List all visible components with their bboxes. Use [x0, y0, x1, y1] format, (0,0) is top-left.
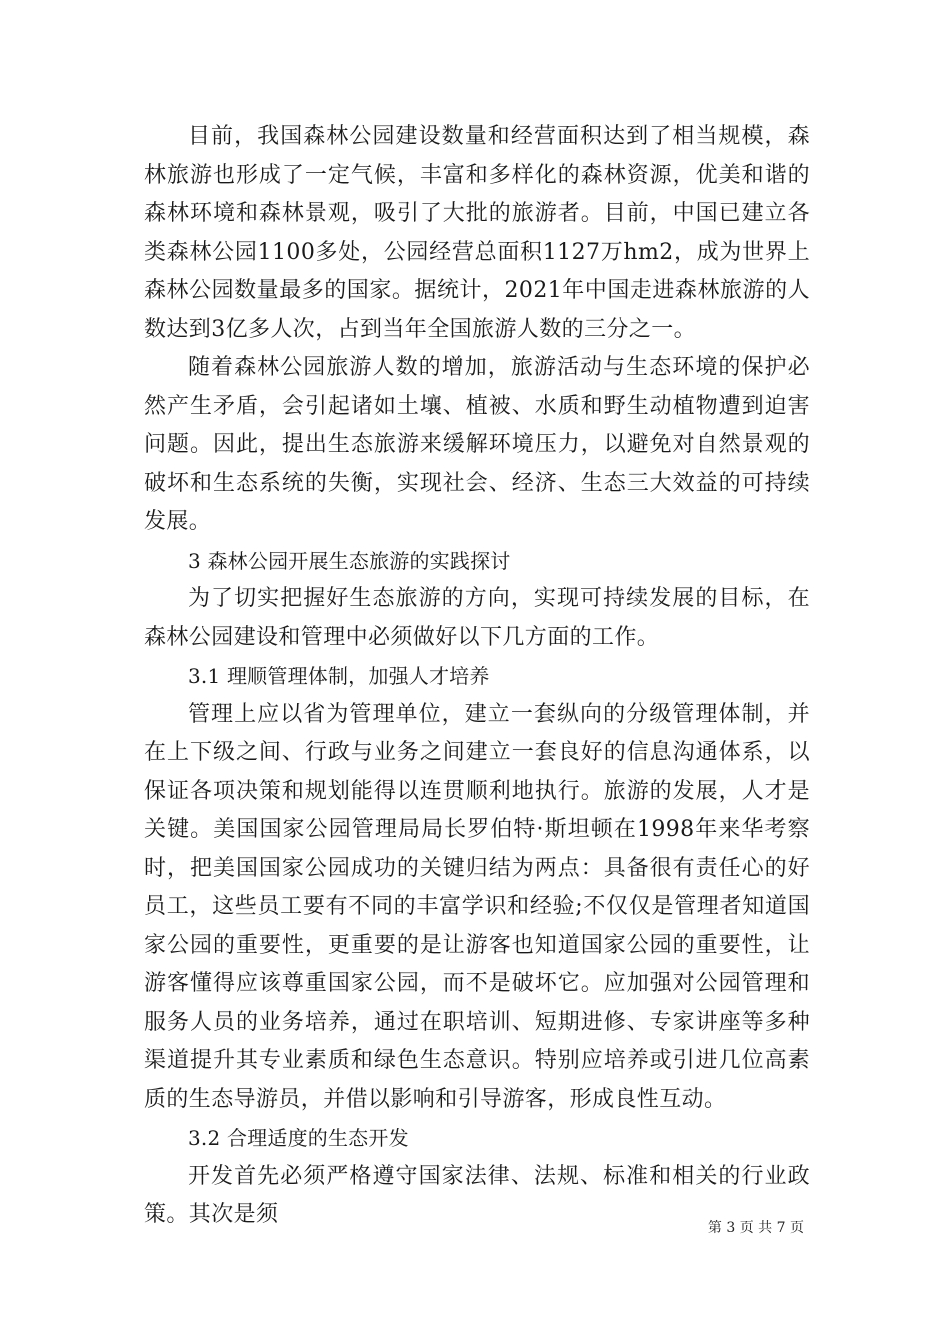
section-heading-3-2: 3.2 合理适度的生态开发	[188, 1126, 409, 1150]
paragraph-section-3-intro: 为了切实把握好生态旅游的方向，实现可持续发展的目标，在森林公园建设和管理中必须做好以下几方面的工作。	[144, 586, 810, 650]
section-heading-3-1: 3.1 理顺管理体制，加强人才培养	[188, 664, 490, 688]
paragraph-eco-tourism-conflict: 随着森林公园旅游人数的增加，旅游活动与生态环境的保护必然产生矛盾，会引起诸如土壤、植被、水质和野生动植物遭到迫害问题。因此，提出生态旅游来缓解环境压力，以避免对自然景观的破坏和生态系统的失衡，实现社会、经济、生态三大效益的可持续发展。	[144, 355, 810, 534]
section-heading-3: 3 森林公园开展生态旅游的实践探讨	[188, 548, 511, 573]
document-body	[144, 118, 810, 1235]
paragraph-forest-park-status: 目前，我国森林公园建设数量和经营面积达到了相当规模，森林旅游也形成了一定气候，丰富和多样化的森林资源，优美和谐的森林环境和森林景观，吸引了大批的旅游者。目前，中国已建立各类森林公园1100多处，公园经营总面积1127万hm2，成为世界上森林公园数量最多的国家。据统计，2021年中国走进森林旅游的人数达到3亿多人次，占到当年全国旅游人数的三分之一。	[144, 124, 810, 342]
paragraph-eco-development: 开发首先必须严格遵守国家法律、法规、标准和相关的行业政策。其次是须	[144, 1163, 810, 1227]
page-number: 第 3 页 共 7 页	[707, 1220, 804, 1236]
paragraph-management-talent: 管理上应以省为管理单位，建立一套纵向的分级管理体制，并在上下级之间、行政与业务之间建立一套良好的信息沟通体系，以保证各项决策和规划能得以连贯顺利地执行。旅游的发展，人才是关键。美国国家公园管理局局长罗伯特·斯坦顿在1998年来华考察时，把美国国家公园成功的关键归结为两点：具备很有责任心的好员工，这些员工要有不同的丰富学识和经验;不仅仅是管理者知道国家公园的重要性，更重要的是让游客也知道国家公园的重要性，让游客懂得应该尊重国家公园，而不是破坏它。应加强对公园管理和服务人员的业务培养，通过在职培训、短期进修、专家讲座等多种渠道提升其专业素质和绿色生态意识。特别应培养或引进几位高素质的生态导游员，并借以影响和引导游客，形成良性互动。	[144, 701, 810, 1112]
